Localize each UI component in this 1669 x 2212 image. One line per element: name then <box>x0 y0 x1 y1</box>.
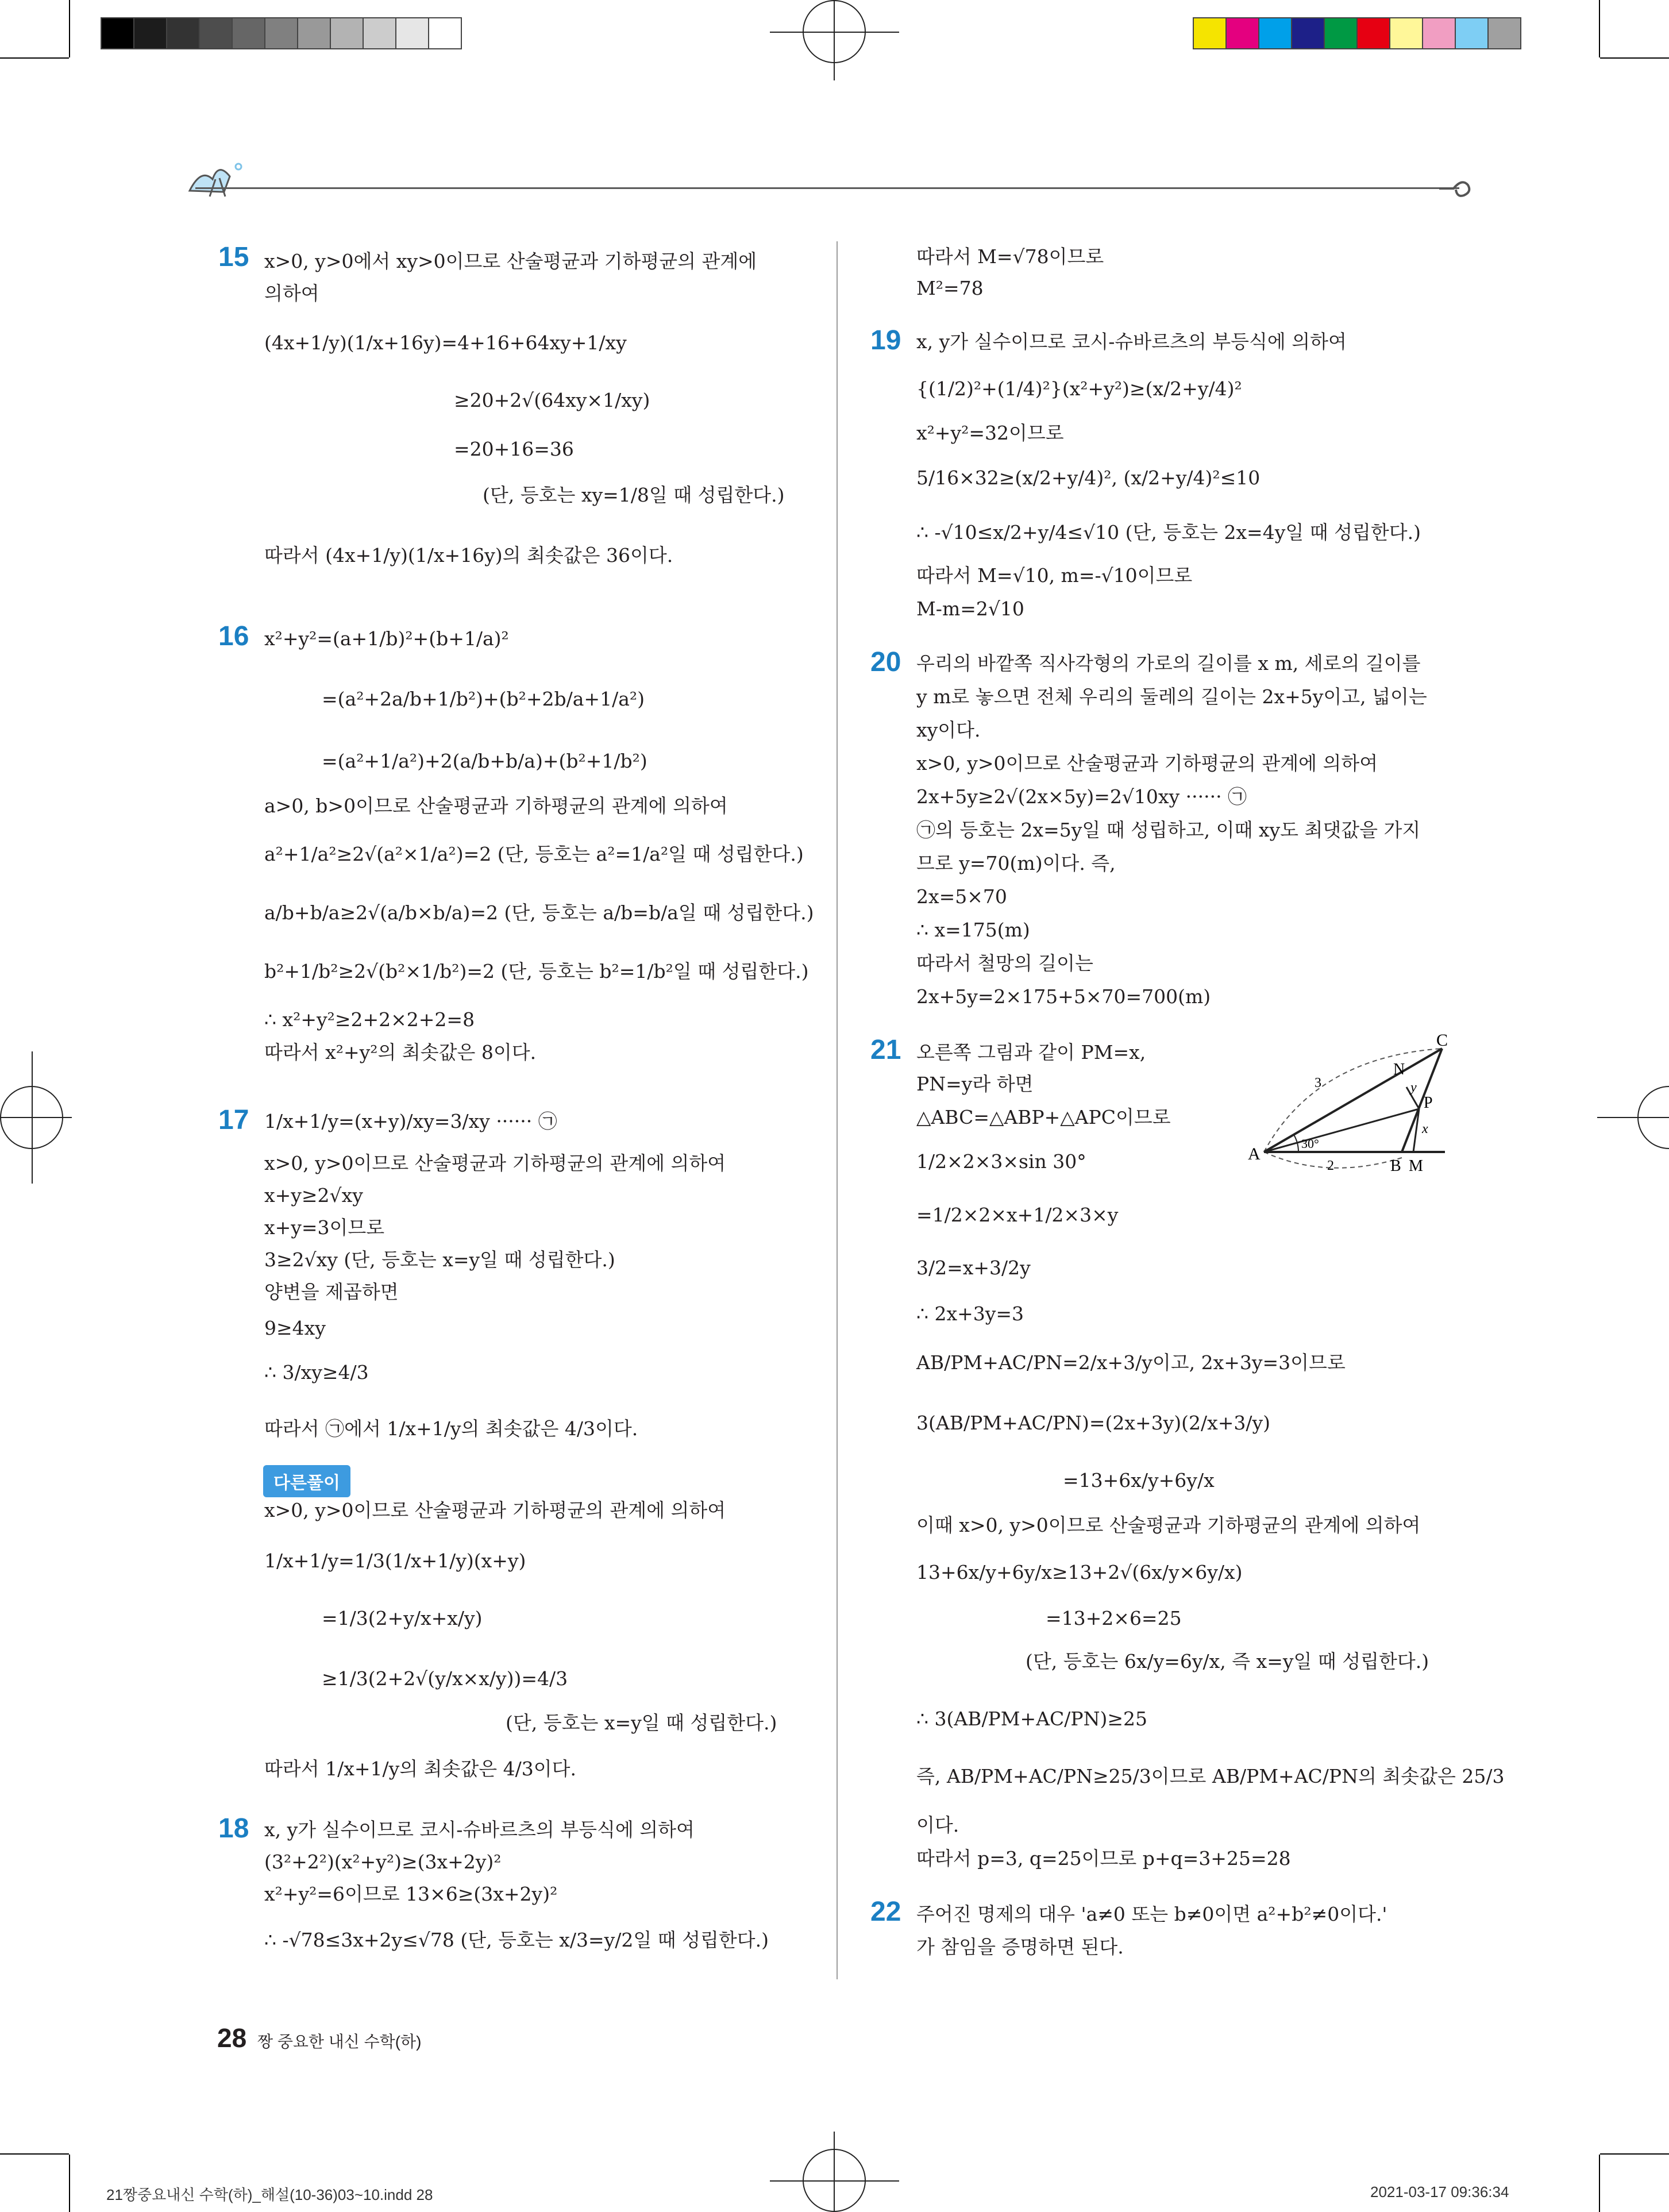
gray-swatch-bar <box>101 17 461 49</box>
p18-line: ∴ -√78≤3x+2y≤√78 (단, 등호는 x/3=y/2일 때 성립한다.) <box>264 1929 769 1951</box>
p15-line: ≥20+2√(64xy×1/xy) <box>454 389 650 411</box>
p17-line: ∴ 3/xy≥4/3 <box>264 1361 369 1384</box>
problem-number-17: 17 <box>218 1105 249 1135</box>
clip-icon <box>1436 172 1477 207</box>
p21-line: =1/2×2×x+1/2×3×y <box>916 1204 1119 1226</box>
problem-number-15: 15 <box>218 242 249 272</box>
p19-line: {(1/2)²+(1/4)²}(x²+y²)≥(x/2+y/4)² <box>916 377 1242 400</box>
p21-line: 1/2×2×3×sin 30° <box>916 1150 1086 1173</box>
crop-mark <box>1599 2155 1600 2212</box>
p18-line: x²+y²=6이므로 13×6≥(3x+2y)² <box>264 1883 558 1905</box>
p16-line: b²+1/b²≥2√(b²×1/b²)=2 (단, 등호는 b²=1/b²일 때 성립한다.) <box>264 960 809 982</box>
crop-mark <box>1599 0 1600 57</box>
registration-line <box>834 0 835 80</box>
fig-label-3: 3 <box>1315 1076 1321 1090</box>
registration-line <box>32 1051 33 1184</box>
p15-line: (단, 등호는 xy=1/8일 때 성립한다.) <box>483 484 785 506</box>
p21-line: 3/2=x+3/2y <box>916 1257 1031 1279</box>
crop-mark <box>69 2155 70 2212</box>
crop-mark <box>69 0 70 57</box>
ribbon-icon <box>184 156 253 202</box>
fig-label-C: C <box>1436 1034 1448 1050</box>
fig-label-y: y <box>1410 1080 1417 1095</box>
p20-line: 따라서 철망의 길이는 <box>916 952 1093 974</box>
page-number: 28 <box>217 2023 247 2053</box>
registration-line <box>770 2180 899 2182</box>
column-divider <box>837 241 838 1979</box>
p20-line: 2x=5×70 <box>916 885 1007 908</box>
p20-line: 2x+5y=2×175+5×70=700(m) <box>916 985 1211 1008</box>
p20-line: ㉠의 등호는 2x=5y일 때 성립하고, 이때 xy도 최댓값을 가지 <box>916 819 1421 841</box>
p19-line: 따라서 M=√10, m=-√10이므로 <box>916 564 1193 587</box>
p17-line: 1/x+1/y=(x+y)/xy=3/xy ······ ㉠ <box>264 1110 557 1132</box>
fig-label-x: x <box>1422 1122 1428 1136</box>
crop-mark <box>0 57 69 59</box>
alt-solution-badge: 다른풀이 <box>263 1465 350 1497</box>
p16-line: x²+y²=(a+1/b)²+(b+1/a)² <box>264 627 509 650</box>
registration-line <box>1597 1117 1669 1118</box>
crop-mark <box>1600 57 1669 59</box>
p21-line: =13+2×6=25 <box>1046 1607 1182 1629</box>
fig-label-P: P <box>1424 1094 1433 1112</box>
fig-label-A: A <box>1248 1144 1261 1163</box>
p15-line: 의하여 <box>264 282 319 305</box>
p17-alt-line: x>0, y>0이므로 산술평균과 기하평균의 관계에 의하여 <box>264 1499 726 1521</box>
p19-line: x²+y²=32이므로 <box>916 422 1064 444</box>
p21-line: 따라서 p=3, q=25이므로 p+q=3+25=28 <box>916 1847 1291 1870</box>
problem-number-20: 20 <box>870 647 901 677</box>
p16-line: =(a²+1/a²)+2(a/b+b/a)+(b²+1/b²) <box>322 750 647 772</box>
header-rule <box>195 187 1459 189</box>
p21-line: =13+6x/y+6y/x <box>1063 1469 1215 1492</box>
p15-line: 따라서 (4x+1/y)(1/x+16y)의 최솟값은 36이다. <box>264 544 673 567</box>
book-title: 짱 중요한 내신 수학(하) <box>257 2033 422 2051</box>
p18-line: x, y가 실수이므로 코시-슈바르츠의 부등식에 의하여 <box>264 1818 695 1841</box>
p17-alt-line: ≥1/3(2+2√(y/x×x/y))=4/3 <box>322 1667 568 1690</box>
problem-number-22: 22 <box>870 1897 901 1927</box>
p22-line: 주어진 명제의 대우 'a≠0 또는 b≠0이면 a²+b²≠0이다.' <box>916 1903 1387 1925</box>
p16-line: a/b+b/a≥2√(a/b×b/a)=2 (단, 등호는 a/b=b/a일 때 성립한다.) <box>264 901 814 924</box>
slug-file: 21짱중요내신 수학(하)_해설(10-36)03~10.indd 28 <box>106 2186 433 2203</box>
color-swatch-bar <box>1193 17 1520 49</box>
p21-line: 이다. <box>916 1814 959 1836</box>
p20-line: 므로 y=70(m)이다. 즉, <box>916 852 1116 874</box>
p19-line: ∴ -√10≤x/2+y/4≤√10 (단, 등호는 2x=4y일 때 성립한다.) <box>916 521 1421 544</box>
p21-line: 3(AB/PM+AC/PN)=(2x+3y)(2/x+3/y) <box>916 1412 1271 1434</box>
p20-line: y m로 놓으면 전체 우리의 둘레의 길이는 2x+5y이고, 넓이는 <box>916 685 1427 708</box>
p21-line: △ABC=△ABP+△APC이므로 <box>916 1106 1171 1128</box>
p16-line: ∴ x²+y²≥2+2×2+2=8 <box>264 1008 475 1031</box>
p19-line: M-m=2√10 <box>916 598 1024 620</box>
problem-number-21: 21 <box>870 1035 901 1065</box>
p21-line: 이때 x>0, y>0이므로 산술평균과 기하평균의 관계에 의하여 <box>916 1514 1421 1536</box>
p21-line: AB/PM+AC/PN=2/x+3/y이고, 2x+3y=3이므로 <box>916 1351 1346 1374</box>
p17-alt-line: (단, 등호는 x=y일 때 성립한다.) <box>506 1712 777 1734</box>
p17-line: 양변을 제곱하면 <box>264 1281 399 1303</box>
p20-line: ∴ x=175(m) <box>916 919 1030 941</box>
p21-line: 즉, AB/PM+AC/PN≥25/3이므로 AB/PM+AC/PN의 최솟값은 25/3 <box>916 1765 1505 1787</box>
p17-line: 9≥4xy <box>264 1317 326 1339</box>
registration-line <box>770 32 899 33</box>
p17-line: x+y=3이므로 <box>264 1216 385 1239</box>
p21-line: 오른쪽 그림과 같이 PM=x, <box>916 1041 1146 1063</box>
fig-label-2: 2 <box>1327 1158 1334 1173</box>
p18-line: (3²+2²)(x²+y²)≥(3x+2y)² <box>264 1851 502 1873</box>
p18-line: M²=78 <box>916 277 984 299</box>
p22-line: 가 참임을 증명하면 된다. <box>916 1936 1124 1958</box>
p16-line: a²+1/a²≥2√(a²×1/a²)=2 (단, 등호는 a²=1/a²일 때 성립한다.) <box>264 843 804 865</box>
p17-alt-line: 따라서 1/x+1/y의 최솟값은 4/3이다. <box>264 1758 576 1780</box>
p17-alt-line: =1/3(2+y/x+x/y) <box>322 1607 483 1629</box>
p17-line: 따라서 ㉠에서 1/x+1/y의 최솟값은 4/3이다. <box>264 1417 638 1440</box>
p17-line: 3≥2√xy (단, 등호는 x=y일 때 성립한다.) <box>264 1248 615 1271</box>
p20-line: xy이다. <box>916 719 981 741</box>
fig-label-B: B <box>1390 1157 1401 1175</box>
p19-line: x, y가 실수이므로 코시-슈바르츠의 부등식에 의하여 <box>916 330 1347 353</box>
p16-line: 따라서 x²+y²의 최솟값은 8이다. <box>264 1041 537 1063</box>
fig-label-30deg: 30° <box>1301 1136 1319 1151</box>
triangle-figure <box>1247 1034 1459 1184</box>
p21-line: (단, 등호는 6x/y=6y/x, 즉 x=y일 때 성립한다.) <box>1026 1650 1429 1673</box>
crop-mark <box>0 2153 69 2155</box>
p15-line: x>0, y>0에서 xy>0이므로 산술평균과 기하평균의 관계에 <box>264 250 757 272</box>
p18-line: 따라서 M=√78이므로 <box>916 245 1104 268</box>
registration-line <box>0 1117 72 1118</box>
p17-alt-line: 1/x+1/y=1/3(1/x+1/y)(x+y) <box>264 1550 526 1572</box>
p21-line: PN=y라 하면 <box>916 1073 1034 1095</box>
fig-label-N: N <box>1393 1061 1405 1078</box>
fig-label-M: M <box>1409 1157 1423 1175</box>
p15-line: =20+16=36 <box>454 438 574 460</box>
slug-date: 2021-03-17 09:36:34 <box>1370 2183 1509 2201</box>
p19-line: 5/16×32≥(x/2+y/4)², (x/2+y/4)²≤10 <box>916 467 1261 489</box>
p17-line: x>0, y>0이므로 산술평균과 기하평균의 관계에 의하여 <box>264 1152 726 1174</box>
problem-number-16: 16 <box>218 621 249 652</box>
p16-line: =(a²+2a/b+1/b²)+(b²+2b/a+1/a²) <box>322 688 645 710</box>
p17-line: x+y≥2√xy <box>264 1184 363 1207</box>
crop-mark <box>1600 2153 1669 2155</box>
p21-line: ∴ 3(AB/PM+AC/PN)≥25 <box>916 1708 1147 1730</box>
p20-line: x>0, y>0이므로 산술평균과 기하평균의 관계에 의하여 <box>916 752 1378 774</box>
p20-line: 우리의 바깥쪽 직사각형의 가로의 길이를 x m, 세로의 길이를 <box>916 652 1421 675</box>
p15-line: (4x+1/y)(1/x+16y)=4+16+64xy+1/xy <box>264 332 627 354</box>
problem-number-18: 18 <box>218 1813 249 1844</box>
p20-line: 2x+5y≥2√(2x×5y)=2√10xy ······ ㉠ <box>916 785 1247 808</box>
problem-number-19: 19 <box>870 325 901 356</box>
p21-line: ∴ 2x+3y=3 <box>916 1302 1024 1325</box>
p16-line: a>0, b>0이므로 산술평균과 기하평균의 관계에 의하여 <box>264 795 728 817</box>
registration-line <box>834 2132 835 2212</box>
p21-line: 13+6x/y+6y/x≥13+2√(6x/y×6y/x) <box>916 1561 1243 1583</box>
